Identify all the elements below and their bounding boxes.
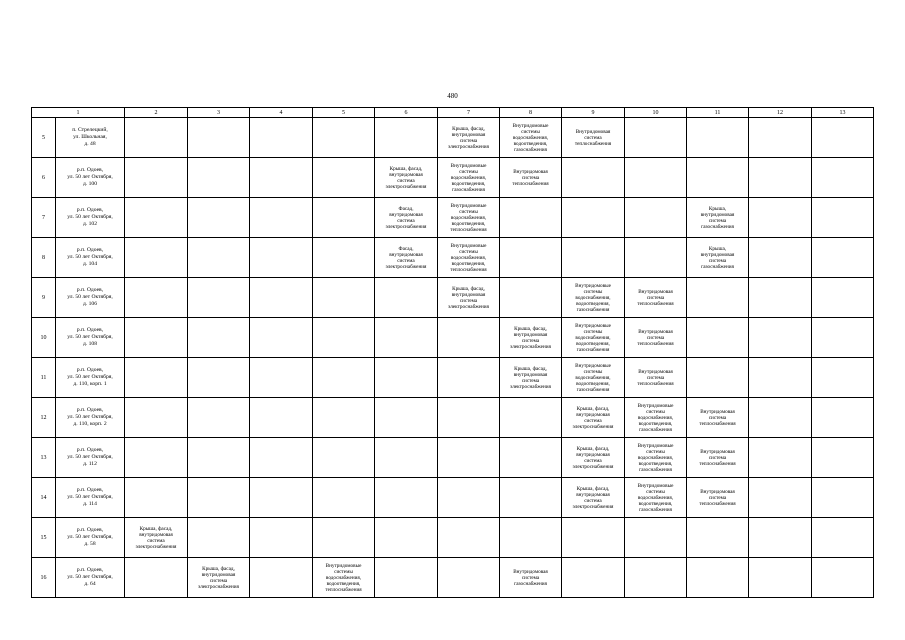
work-cell-col-11: Крыша, внутридомовая система газоснабжения [687, 198, 749, 238]
work-cell-col-3 [188, 358, 250, 398]
work-cell-col-2 [125, 158, 188, 198]
row-address: р.п. Одоев, ул. 50 лет Октября, д. 104 [56, 238, 125, 278]
work-cell-col-5 [313, 398, 375, 438]
work-cell-col-13 [812, 398, 874, 438]
work-cell-col-9 [562, 198, 625, 238]
work-cell-col-12 [749, 118, 812, 158]
work-cell-col-12 [749, 478, 812, 518]
work-cell-col-6: Фасад, внутридомовая система электроснабжения [375, 198, 438, 238]
row-number: 6 [32, 158, 56, 198]
work-cell-col-11 [687, 358, 749, 398]
work-cell-col-10 [625, 198, 687, 238]
work-cell-col-8: Внутридомовые системы водоснабжения, водоотведения, газоснабжения [500, 118, 562, 158]
work-cell-col-13 [812, 238, 874, 278]
work-cell-col-12 [749, 438, 812, 478]
row-number: 5 [32, 118, 56, 158]
work-cell-col-7 [438, 478, 500, 518]
work-cell-col-10: Внутридомовые системы водоснабжения, водоотведения, газоснабжения [625, 478, 687, 518]
work-cell-col-12 [749, 518, 812, 558]
work-cell-col-6 [375, 558, 438, 598]
work-cell-col-3: Крыша, фасад, внутридомовая система электроснабжения [188, 558, 250, 598]
work-cell-col-13 [812, 118, 874, 158]
work-cell-col-11 [687, 518, 749, 558]
work-cell-col-2 [125, 438, 188, 478]
row-address: р.п. Одоев, ул. 50 лет Октября, д. 110, корп. 1 [56, 358, 125, 398]
table-row [32, 358, 874, 398]
work-cell-col-8 [500, 518, 562, 558]
work-cell-col-12 [749, 558, 812, 598]
page-number: 480 [447, 92, 458, 100]
work-cell-col-12 [749, 278, 812, 318]
row-number: 9 [32, 278, 56, 318]
work-cell-col-4 [250, 318, 313, 358]
work-cell-col-8 [500, 238, 562, 278]
row-number: 11 [32, 358, 56, 398]
row-address: р.п. Одоев, ул. 50 лет Октября, д. 108 [56, 318, 125, 358]
work-cell-col-9: Внутридомовая система теплоснабжения [562, 118, 625, 158]
work-cell-col-11: Внутридомовая система теплоснабжения [687, 438, 749, 478]
work-cell-col-2 [125, 198, 188, 238]
work-cell-col-3 [188, 398, 250, 438]
work-cell-col-4 [250, 358, 313, 398]
work-cell-col-6 [375, 478, 438, 518]
row-address: р.п. Одоев, ул. 50 лет Октября, д. 112 [56, 438, 125, 478]
work-cell-col-7: Внутридомовые системы водоснабжения, водоотведения, теплоснабжения [438, 238, 500, 278]
work-cell-col-11: Внутридомовая система теплоснабжения [687, 398, 749, 438]
work-cell-col-4 [250, 518, 313, 558]
work-cell-col-12 [749, 398, 812, 438]
work-cell-col-3 [188, 238, 250, 278]
work-cell-col-7: Внутридомовые системы водоснабжения, водоотведения, газоснабжения [438, 158, 500, 198]
work-cell-col-10 [625, 118, 687, 158]
work-cell-col-5 [313, 518, 375, 558]
work-cell-col-3 [188, 318, 250, 358]
work-cell-col-13 [812, 558, 874, 598]
work-cell-col-5 [313, 238, 375, 278]
work-cell-col-7 [438, 558, 500, 598]
work-cell-col-8 [500, 398, 562, 438]
row-address: п. Стрелецкий, ул. Школьная, д. 48 [56, 118, 125, 158]
work-cell-col-6 [375, 438, 438, 478]
table-row [32, 278, 874, 318]
work-cell-col-9: Крыша, фасад, внутридомовая система электроснабжения [562, 478, 625, 518]
work-cell-col-11: Внутридомовая система теплоснабжения [687, 478, 749, 518]
work-cell-col-6 [375, 318, 438, 358]
row-number: 7 [32, 198, 56, 238]
work-cell-col-11: Крыша, внутридомовая система газоснабжения [687, 238, 749, 278]
table-row [32, 438, 874, 478]
row-number: 12 [32, 398, 56, 438]
work-cell-col-9: Внутридомовые системы водоснабжения, водоотведения, газоснабжения [562, 358, 625, 398]
work-cell-col-2 [125, 478, 188, 518]
row-number: 15 [32, 518, 56, 558]
work-cell-col-13 [812, 358, 874, 398]
work-cell-col-10 [625, 158, 687, 198]
column-header-5: 5 [313, 108, 375, 118]
work-cell-col-5: Внутридомовые системы водоснабжения, водоотведения, теплоснабжения [313, 558, 375, 598]
work-cell-col-13 [812, 278, 874, 318]
row-address: р.п. Одоев, ул. 50 лет Октября, д. 110, корп. 2 [56, 398, 125, 438]
work-cell-col-13 [812, 518, 874, 558]
table-row [32, 518, 874, 558]
work-cell-col-8 [500, 198, 562, 238]
table-row [32, 478, 874, 518]
work-cell-col-4 [250, 118, 313, 158]
column-header-6: 6 [375, 108, 438, 118]
row-address: р.п. Одоев, ул. 50 лет Октября, д. 100 [56, 158, 125, 198]
work-cell-col-8: Крыша, фасад, внутридомовая система электроснабжения [500, 358, 562, 398]
work-cell-col-11 [687, 118, 749, 158]
work-cell-col-3 [188, 118, 250, 158]
work-cell-col-2 [125, 118, 188, 158]
work-cell-col-8 [500, 278, 562, 318]
work-cell-col-9 [562, 518, 625, 558]
row-address: р.п. Одоев, ул. 50 лет Октября, д. 114 [56, 478, 125, 518]
work-cell-col-7 [438, 438, 500, 478]
column-header-9: 9 [562, 108, 625, 118]
column-header-7: 7 [438, 108, 500, 118]
work-cell-col-13 [812, 478, 874, 518]
column-header-2: 2 [125, 108, 188, 118]
work-cell-col-3 [188, 158, 250, 198]
work-cell-col-3 [188, 198, 250, 238]
column-header-3: 3 [188, 108, 250, 118]
work-cell-col-2 [125, 358, 188, 398]
row-address: р.п. Одоев, ул. 50 лет Октября, д. 64 [56, 558, 125, 598]
work-cell-col-8 [500, 438, 562, 478]
work-cell-col-3 [188, 438, 250, 478]
table-row [32, 398, 874, 438]
work-cell-col-10 [625, 238, 687, 278]
work-cell-col-12 [749, 318, 812, 358]
work-cell-col-6 [375, 398, 438, 438]
work-cell-col-10: Внутридомовая система теплоснабжения [625, 318, 687, 358]
work-cell-col-11 [687, 318, 749, 358]
work-cell-col-6 [375, 518, 438, 558]
work-cell-col-4 [250, 398, 313, 438]
work-cell-col-8: Внутридомовая система газоснабжения [500, 558, 562, 598]
work-cell-col-6 [375, 278, 438, 318]
row-number: 16 [32, 558, 56, 598]
table-header [32, 108, 874, 118]
work-cell-col-13 [812, 198, 874, 238]
work-cell-col-4 [250, 478, 313, 518]
header-row [32, 108, 874, 118]
work-cell-col-9: Крыша, фасад, внутридомовая система электроснабжения [562, 398, 625, 438]
work-cell-col-9: Внутридомовые системы водоснабжения, водоотведения, газоснабжения [562, 278, 625, 318]
row-number: 10 [32, 318, 56, 358]
work-cell-col-2 [125, 238, 188, 278]
work-cell-col-10: Внутридомовые системы водоснабжения, водоотведения, газоснабжения [625, 438, 687, 478]
work-cell-col-11 [687, 158, 749, 198]
work-cell-col-11 [687, 558, 749, 598]
column-header-1: 1 [32, 108, 125, 118]
work-cell-col-2 [125, 318, 188, 358]
table-row [32, 238, 874, 278]
work-cell-col-7: Внутридомовые системы водоснабжения, водоотведения, теплоснабжения [438, 198, 500, 238]
work-cell-col-7 [438, 398, 500, 438]
work-cell-col-12 [749, 238, 812, 278]
work-cell-col-4 [250, 238, 313, 278]
row-number: 13 [32, 438, 56, 478]
column-header-13: 13 [812, 108, 874, 118]
column-header-11: 11 [687, 108, 749, 118]
work-cell-col-4 [250, 438, 313, 478]
work-cell-col-5 [313, 118, 375, 158]
row-address: р.п. Одоев, ул. 50 лет Октября, д. 106 [56, 278, 125, 318]
work-cell-col-13 [812, 438, 874, 478]
repair-schedule-table [31, 107, 874, 598]
work-cell-col-12 [749, 158, 812, 198]
work-cell-col-7: Крыша, фасад, внутридомовая система электроснабжения [438, 118, 500, 158]
work-cell-col-2: Крыша, фасад, внутридомовая система электроснабжения [125, 518, 188, 558]
table-body [32, 118, 874, 598]
work-cell-col-4 [250, 158, 313, 198]
row-number: 8 [32, 238, 56, 278]
work-cell-col-3 [188, 518, 250, 558]
work-cell-col-6: Фасад, внутридомовая система электроснабжения [375, 238, 438, 278]
work-cell-col-2 [125, 278, 188, 318]
table-row [32, 118, 874, 158]
work-cell-col-7 [438, 318, 500, 358]
work-cell-col-5 [313, 358, 375, 398]
work-cell-col-12 [749, 198, 812, 238]
work-cell-col-10: Внутридомовая система теплоснабжения [625, 358, 687, 398]
work-cell-col-3 [188, 478, 250, 518]
work-cell-col-9: Внутридомовые системы водоснабжения, водоотведения, газоснабжения [562, 318, 625, 358]
work-cell-col-7: Крыша, фасад, внутридомовая система электроснабжения [438, 278, 500, 318]
work-cell-col-2 [125, 558, 188, 598]
row-number: 14 [32, 478, 56, 518]
work-cell-col-6 [375, 118, 438, 158]
work-cell-col-10 [625, 518, 687, 558]
work-cell-col-5 [313, 198, 375, 238]
work-cell-col-10: Внутридомовая система теплоснабжения [625, 278, 687, 318]
work-cell-col-10: Внутридомовые системы водоснабжения, водоотведения, газоснабжения [625, 398, 687, 438]
work-cell-col-7 [438, 518, 500, 558]
work-cell-col-13 [812, 158, 874, 198]
work-cell-col-6 [375, 358, 438, 398]
row-address: р.п. Одоев, ул. 50 лет Октября, д. 102 [56, 198, 125, 238]
work-cell-col-8: Внутридомовая система теплоснабжения [500, 158, 562, 198]
work-cell-col-9 [562, 158, 625, 198]
work-cell-col-9 [562, 238, 625, 278]
table-row [32, 198, 874, 238]
work-cell-col-7 [438, 358, 500, 398]
row-address: р.п. Одоев, ул. 50 лет Октября, д. 58 [56, 518, 125, 558]
table-row [32, 558, 874, 598]
work-cell-col-5 [313, 278, 375, 318]
work-cell-col-9: Крыша, фасад, внутридомовая система электроснабжения [562, 438, 625, 478]
column-header-10: 10 [625, 108, 687, 118]
work-cell-col-12 [749, 358, 812, 398]
work-cell-col-8 [500, 478, 562, 518]
work-cell-col-6: Крыша, фасад, внутридомовая система электроснабжения [375, 158, 438, 198]
column-header-8: 8 [500, 108, 562, 118]
column-header-12: 12 [749, 108, 812, 118]
work-cell-col-8: Крыша, фасад, внутридомовая система электроснабжения [500, 318, 562, 358]
work-cell-col-5 [313, 158, 375, 198]
work-cell-col-5 [313, 478, 375, 518]
work-cell-col-3 [188, 278, 250, 318]
work-cell-col-2 [125, 398, 188, 438]
work-cell-col-10 [625, 558, 687, 598]
work-cell-col-5 [313, 438, 375, 478]
column-header-4: 4 [250, 108, 313, 118]
work-cell-col-13 [812, 318, 874, 358]
work-cell-col-4 [250, 198, 313, 238]
table-row [32, 318, 874, 358]
work-cell-col-5 [313, 318, 375, 358]
table-row [32, 158, 874, 198]
work-cell-col-11 [687, 278, 749, 318]
work-cell-col-9 [562, 558, 625, 598]
work-cell-col-4 [250, 558, 313, 598]
work-cell-col-4 [250, 278, 313, 318]
